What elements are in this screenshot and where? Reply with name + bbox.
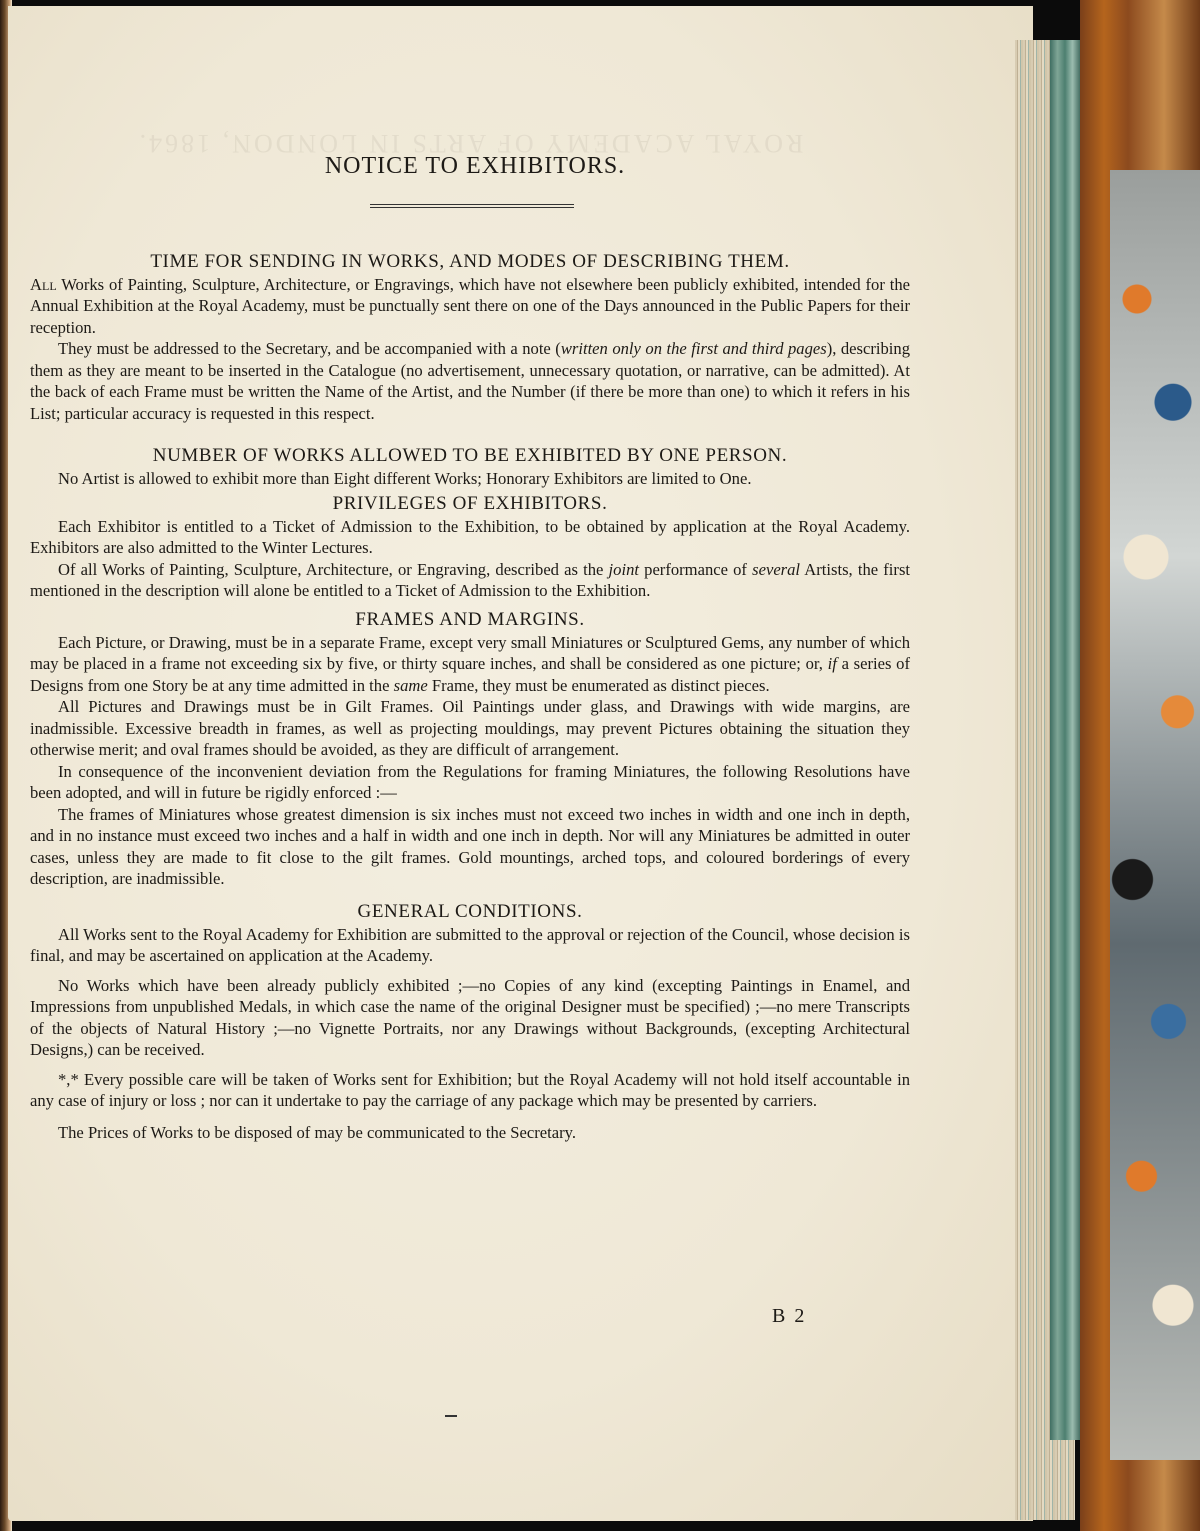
paragraph-text: a series of Designs from one Story be at any time admitted in the	[30, 654, 910, 695]
paragraph-text: performance of	[638, 559, 753, 579]
paragraph-text: Each Picture, or Drawing, must be in a separate Frame, except very small Miniatures or Sculptured Gems, any number of which may be placed in a frame not exceeding six by five, or thirty square inches, and shall be considered as one picture; or,	[30, 632, 910, 673]
italic-text: several	[752, 559, 801, 579]
italic-text: joint	[608, 559, 639, 579]
page-title: NOTICE TO EXHIBITORS.	[324, 153, 626, 179]
paragraph: In consequence of the inconvenient deviation from the Regulations for framing Miniatures, the following Resolutions have been adopted, and will in future be rigidly enforced :—	[30, 761, 910, 802]
section-heading-general: GENERAL CONDITIONS.	[357, 900, 583, 922]
title-rule	[370, 204, 574, 208]
italic-text: written only on the first and third pages	[560, 339, 827, 358]
green-edge-strip	[1050, 40, 1080, 1440]
asterism-mark: *,*	[58, 1069, 79, 1089]
section-heading-frames: FRAMES AND MARGINS.	[355, 608, 585, 630]
paragraph-text: Works of Painting, Sculpture, Architecture, or Engravings, which have not elsewhere been publicly exhibited, intended for the Annual Exhibition at the Royal Academy, must be punctually sent there on one of the Days announced in the Public Papers for their reception.	[30, 274, 910, 337]
paragraph: The frames of Miniatures whose greatest dimension is six inches must not exceed two inches in width and one inch in depth, and in no instance must exceed two inches and a half in width and one inch in depth. Nor will any Miniatures be admitted in outer cases, unless they are made to fit close to the gilt frames. Gold mountings, arched tops, and coloured borderings of every description, are inadmissible.	[30, 804, 910, 888]
italic-text: same	[393, 675, 428, 695]
paragraph-text: Artists, the first mentioned in the description will alone be entitled to a Ticket of Admission to the Exhibition.	[30, 559, 911, 600]
page-content	[30, 153, 911, 1143]
paragraph-text: Frame, they must be enumerated as distinct pieces.	[427, 675, 770, 695]
paragraph	[30, 632, 910, 697]
paragraph-text: ), describing them as they are meant to be inserted in the Catalogue (no advertisement, unnecessary quotation, or narrative, can be admitted). At the back of each Frame must be written the Name of the Artist, and the Number (if there be more than one) to which it refers in his List; particular accuracy is requested in this respect.	[30, 339, 911, 423]
show-through-text: ROYAL ACADEMY OF ARTS IN LONDON, 1864.	[136, 129, 804, 158]
section-heading-time: TIME FOR SENDING IN WORKS, AND MODES OF DESCRIBING THEM.	[150, 250, 790, 272]
paragraph-text: They must be addressed to the Secretary, and be accompanied with a note (	[58, 339, 561, 358]
paragraph: All Pictures and Drawings must be in Gilt Frames. Oil Paintings under glass, and Drawings with wide margins, are inadmissible. Excessive breadth in frames, as well as projecting mouldings, may prevent Pictures obtaining the situation they otherwise merit; and oval frames should be avoided, as they are difficult of arrangement.	[30, 697, 910, 759]
signature-mark: B 2	[772, 1305, 807, 1327]
italic-text: if	[827, 654, 837, 673]
marbled-endpaper	[1110, 170, 1200, 1460]
paragraph-text: Every possible care will be taken of Works sent for Exhibition; but the Royal Academy will not hold itself accountable in any case of injury or loss ; nor can it undertake to pay the carriage of any package which may be presented by carriers.	[30, 1069, 910, 1110]
paragraph: The Prices of Works to be disposed of may be communicated to the Secretary.	[58, 1122, 576, 1142]
paragraph	[30, 274, 910, 339]
paragraph: No Works which have been already publicly exhibited ;—no Copies of any kind (excepting Paintings in Enamel, and Impressions from unpublished Medals, in which case the name of the original Designer must be specified) ;—no mere Transcripts of the objects of Natural History ;—no Vignette Portraits, nor any Drawings without Backgrounds, (excepting Architectural Designs,) can be received.	[30, 975, 910, 1059]
section-heading-number: NUMBER OF WORKS ALLOWED TO BE EXHIBITED BY ONE PERSON.	[152, 445, 788, 466]
paragraph	[30, 338, 910, 424]
paragraph	[30, 1069, 910, 1112]
paragraph-text: Of all Works of Painting, Sculpture, Architecture, or Engraving, described as the	[58, 559, 609, 579]
paragraph: All Works sent to the Royal Academy for Exhibition are submitted to the approval or rejection of the Council, whose decision is final, and may be ascertained on application at the Academy.	[30, 924, 910, 965]
paragraph	[30, 559, 910, 602]
paragraph: Each Exhibitor is entitled to a Ticket of Admission to the Exhibition, to be obtained by application at the Royal Academy. Exhibitors are also admitted to the Winter Lectures.	[30, 516, 910, 557]
footer-dash	[445, 1415, 457, 1417]
small-caps-lead: All	[30, 274, 57, 294]
paragraph: No Artist is allowed to exhibit more than Eight different Works; Honorary Exhibitors are limited to One.	[58, 469, 752, 488]
section-heading-privileges: PRIVILEGES OF EXHIBITORS.	[332, 492, 608, 514]
